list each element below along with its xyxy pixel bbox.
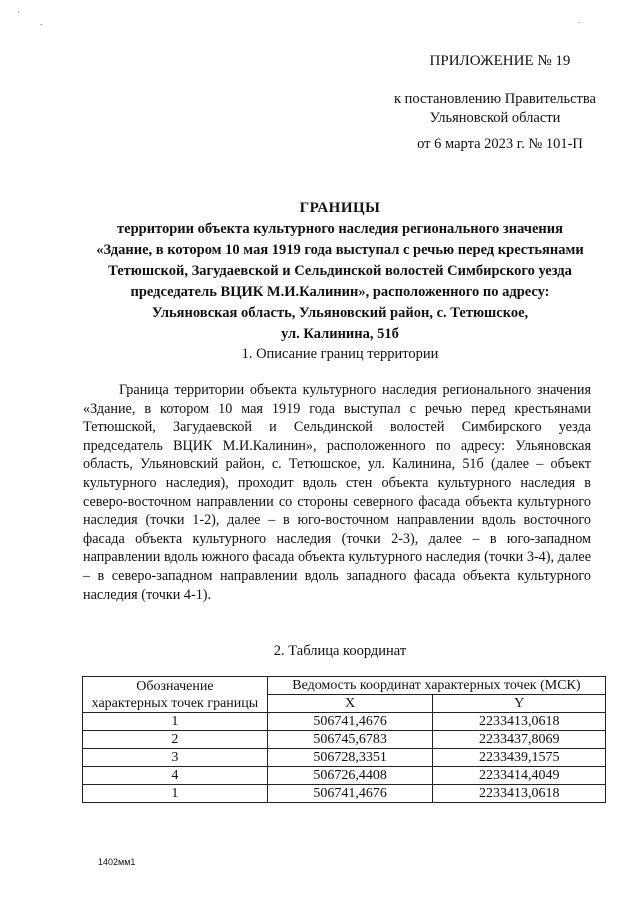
coordinate-y: 2233437,8069 (433, 731, 606, 749)
coordinate-y: 2233439,1575 (433, 749, 606, 767)
table-row (83, 731, 606, 749)
table-header-row (83, 677, 606, 695)
title-line-3: Тетюшской, Загудаевской и Сельдинской волостей Симбирского уезда (108, 263, 572, 279)
coordinate-y: 2233413,0618 (433, 785, 606, 803)
appendix-number: ПРИЛОЖЕНИЕ № 19 (429, 53, 571, 69)
title-main: ГРАНИЦЫ (299, 200, 381, 216)
boundary-description: Граница территории объекта культурного наследия регионального значения «Здание, в котором 10 мая 1919 года выступал с речью перед крестьянами Тетюшской, Загудаевской и Сельдинской волостей Симбирского уезда председатель ВЦИК М.И.Калинин», расположенного по адресу: Ульяновская область, Ульяновский район, с. Тетюшское, ул. Калинина, 51б (далее – объект культурного наследия), проходит вдоль стен объекта культурного наследия в северо-восточном направлении со стороны северного фасада объекта культурного наследия (точки 1-2), далее – в юго-восточном направлении вдоль восточного фасада объекта культурного наследия (точки 2-3), далее – в юго-западном направлении вдоль южного фасада объекта культурного наследия (точки 3-4), далее – в северо-западном направлении вдоль западного фасада объекта культурного наследия (точки 4-1). (83, 382, 591, 603)
title-line-5: Ульяновская область, Ульяновский район, с. Тетюшское, (151, 305, 529, 321)
section-1-heading: 1. Описание границ территории (241, 346, 439, 362)
scan-mark: - (40, 20, 43, 29)
header-designation-line-1: Обозначение (136, 678, 214, 694)
table-row (83, 749, 606, 767)
resolution-line-1: к постановлению Правительства (394, 91, 596, 107)
resolution-line-2: Ульяновской области (429, 110, 561, 126)
point-number: 2 (83, 731, 268, 749)
resolution-date: от 6 марта 2023 г. № 101-П (417, 136, 583, 152)
title-line-2: «Здание, в котором 10 мая 1919 года выступал с речью перед крестьянами (96, 242, 584, 258)
coordinate-x: 506726,4408 (267, 767, 433, 785)
header-y: Y (433, 695, 606, 713)
coordinate-x: 506741,4676 (267, 713, 433, 731)
coordinate-x: 506728,3351 (267, 749, 433, 767)
title-line-1: территории объекта культурного наследия регионального значения (117, 221, 563, 237)
point-number: 1 (83, 785, 268, 803)
table-row (83, 713, 606, 731)
title-line-6: ул. Калинина, 51б (281, 326, 399, 342)
table-row (83, 767, 606, 785)
header-x: X (267, 695, 433, 713)
title-line-4: председатель ВЦИК М.И.Калинин», расположенного по адресу: (130, 284, 550, 300)
header-designation (83, 677, 268, 713)
coordinate-y: 2233414,4049 (433, 767, 606, 785)
table-row (83, 785, 606, 803)
coordinate-x: 506741,4676 (267, 785, 433, 803)
resolution-reference (385, 90, 605, 128)
scan-mark: · (578, 18, 581, 27)
point-number: 4 (83, 767, 268, 785)
section-2-heading: 2. Таблица координат (273, 643, 407, 659)
point-number: 1 (83, 713, 268, 731)
document-title (70, 198, 610, 345)
document-code: 1402мм1 (98, 857, 136, 867)
coordinate-x: 506745,6783 (267, 731, 433, 749)
coordinate-y: 2233413,0618 (433, 713, 606, 731)
header-coordinates-group: Ведомость координат характерных точек (МСК) (267, 677, 605, 695)
scan-mark: ' (18, 10, 20, 19)
header-designation-line-2: характерных точек границы (91, 695, 259, 711)
point-number: 3 (83, 749, 268, 767)
coordinates-table (82, 676, 606, 803)
